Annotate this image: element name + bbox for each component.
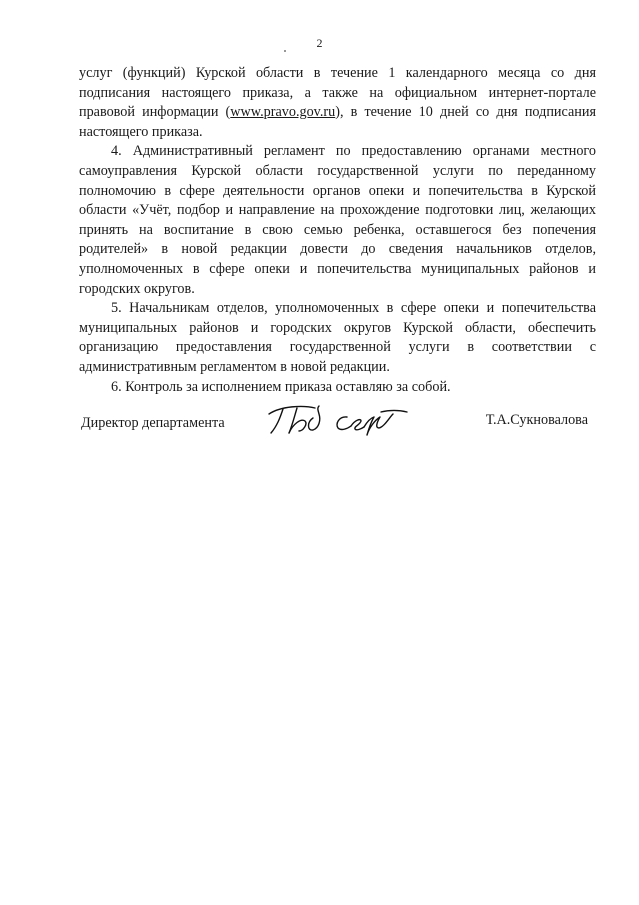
handwritten-signature [263, 400, 413, 442]
paragraph-4: 4. Административный регламент по предоставлению органами местного самоуправления Курской области государственной услуги по переданному полномочию в сфере деятельности органов опеки и попечительства в Курской области «Учёт, подбор и направление на прохождение подготовки лиц, желающих принять на воспитание в свою семью ребенка, оставшегося без попечения родителей» в новой редакции довести до сведения начальников отделов, уполномоченных в сфере опеки и попечительства муниципальных районов и городских округов. [79, 143, 596, 297]
paragraph-continuation [79, 64, 596, 142]
document-body [79, 64, 596, 397]
page-number: 2 [316, 36, 323, 50]
signatory-position: Директор департамента [81, 415, 225, 431]
scan-speck [284, 50, 286, 52]
signature-block [79, 400, 596, 450]
signatory-name: Т.А.Сукновалова [485, 412, 588, 428]
paragraph-6: 6. Контроль за исполнением приказа оставляю за собой. [111, 378, 451, 395]
paragraph-text: ), в течение 10 дней со дня подписания настоящего приказа. [79, 104, 596, 140]
paragraph-5: 5. Начальникам отделов, уполномоченных в сфере опеки и попечительства муниципальных районов и городских округов Курской области, обеспечить организацию предоставления государственной услуги в соответствии с административным регламентом в новой редакции. [79, 300, 596, 375]
pravo-gov-link[interactable]: www.pravo.gov.ru [230, 104, 336, 121]
paragraph-text: услуг (функций) Курской области в течение 1 календарного месяца со дня подписания настоящего приказа, а также на официальном интернет-портале правовой информации ( [79, 65, 596, 121]
